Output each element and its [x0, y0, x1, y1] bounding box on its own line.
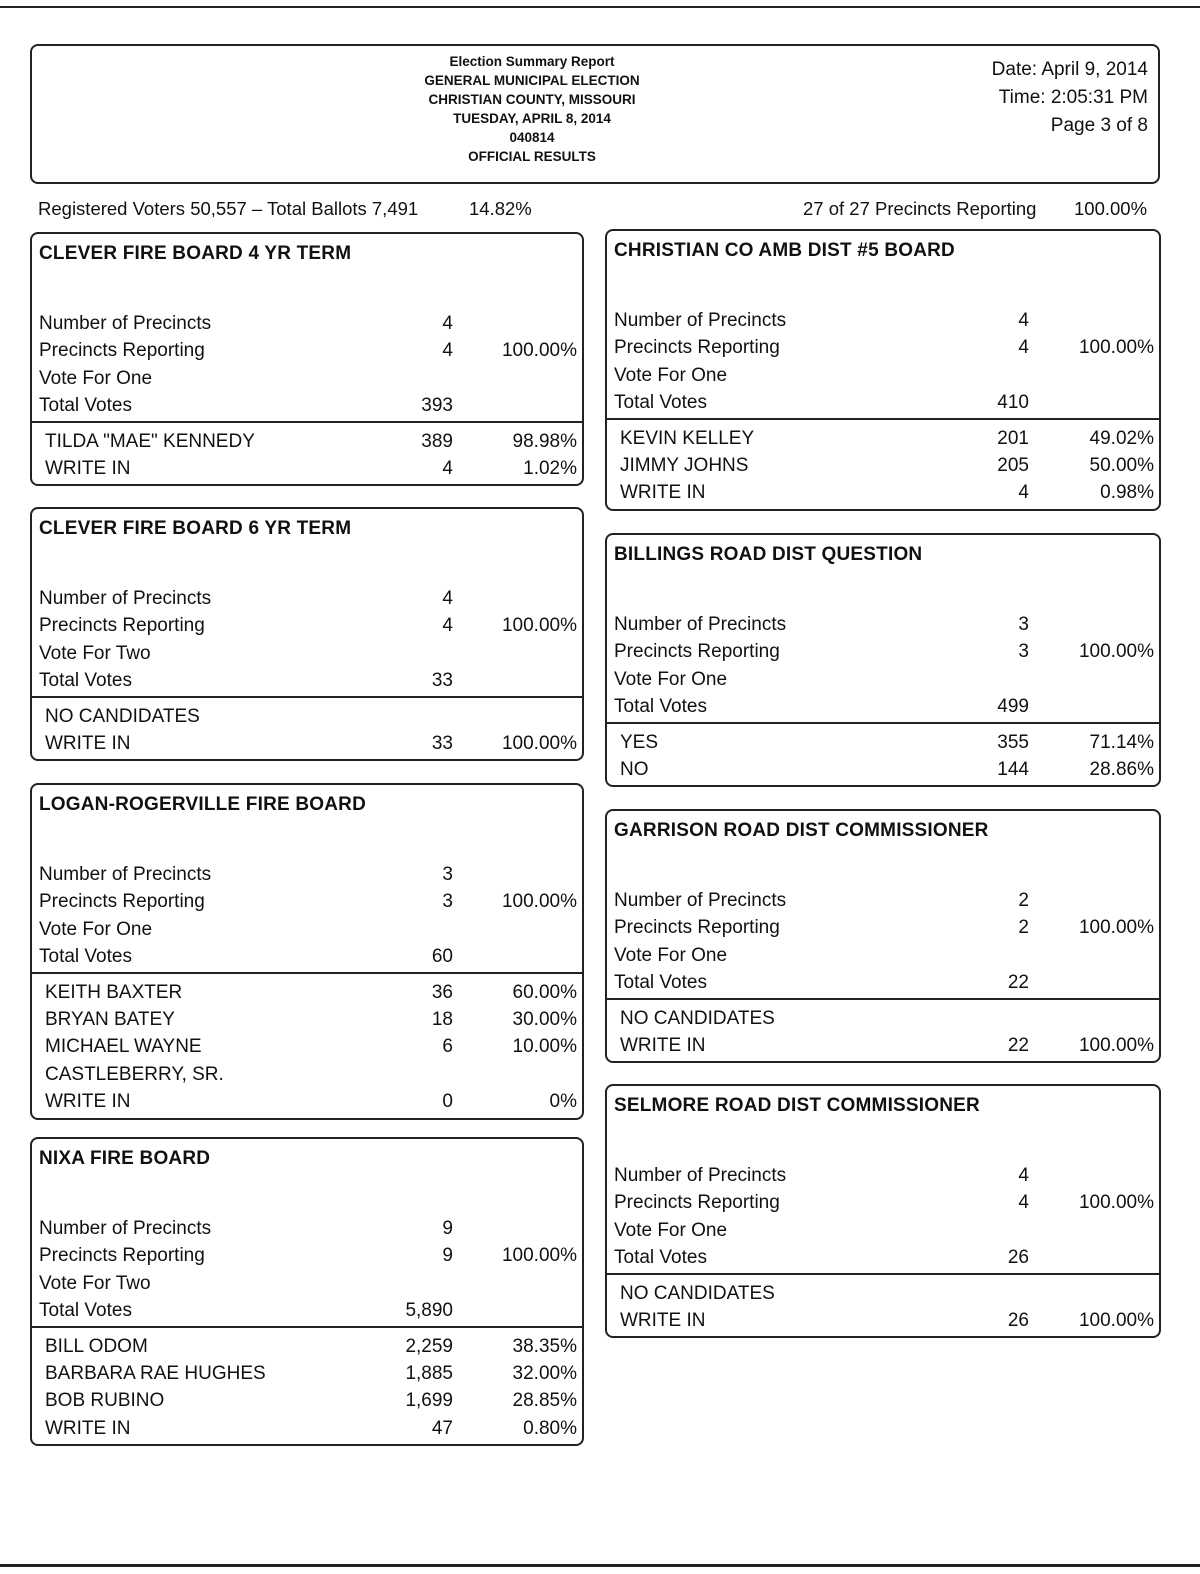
- number-of-precincts-row-label: Number of Precincts: [39, 313, 212, 334]
- total-votes-row: [607, 389, 1159, 416]
- number-of-precincts-row: [607, 307, 1159, 334]
- precincts-reporting-row-label: Precincts Reporting: [614, 1192, 780, 1214]
- vote-for-row-label: Vote For One: [39, 367, 153, 389]
- contest-title: CLEVER FIRE BOARD 4 YR TERM: [39, 243, 352, 264]
- candidate-row: [607, 1005, 1159, 1032]
- candidate-row-percent: 30.00%: [512, 1009, 577, 1030]
- total-votes-row: [607, 969, 1159, 996]
- candidate-row-label: NO: [620, 759, 649, 780]
- candidate-row: [32, 1415, 582, 1442]
- precincts-reporting-row-label: Precincts Reporting: [614, 337, 780, 359]
- vote-for-row-label: Vote For Two: [39, 1272, 151, 1294]
- candidate-row-percent: 10.00%: [512, 1036, 577, 1058]
- number-of-precincts-row: [32, 861, 582, 888]
- election-name: GENERAL MUNICIPAL ELECTION: [424, 73, 640, 88]
- precincts-reporting-row-percent: 100.00%: [501, 1245, 577, 1267]
- number-of-precincts-row: [32, 1215, 582, 1242]
- number-of-precincts-row-label: Number of Precincts: [39, 588, 212, 609]
- vote-for-row: [607, 666, 1159, 693]
- precincts-reporting-row: [32, 1242, 582, 1269]
- candidate-row-percent: 50.00%: [1089, 455, 1154, 476]
- candidate-row-label: YES: [620, 731, 659, 753]
- precincts-reporting-row-value: 3: [442, 891, 453, 913]
- candidate-row: [607, 729, 1159, 756]
- candidate-row-value: 144: [997, 759, 1029, 780]
- election-date: TUESDAY, APRIL 8, 2014: [453, 111, 611, 126]
- precincts-reporting-row-percent: 100.00%: [1078, 641, 1154, 663]
- vote-for-row-label: Vote For One: [614, 668, 728, 690]
- total-votes-row-value: 5,890: [405, 1300, 453, 1322]
- scan-edge-top: [0, 6, 1200, 8]
- vote-for-row: [32, 640, 582, 667]
- contest-box: [30, 507, 584, 761]
- candidate-row: [607, 1032, 1159, 1059]
- precincts-reporting-row: [32, 337, 582, 364]
- total-votes-row-label: Total Votes: [614, 972, 707, 994]
- number-of-precincts-row-label: Number of Precincts: [39, 864, 212, 885]
- candidate-row: [607, 479, 1159, 506]
- contest-box: [30, 232, 584, 486]
- vote-for-row-label: Vote For One: [614, 364, 728, 386]
- total-votes-row-label: Total Votes: [39, 670, 132, 692]
- candidate-row-percent: 60.00%: [512, 981, 577, 1003]
- number-of-precincts-row-label: Number of Precincts: [614, 890, 787, 911]
- precincts-reporting-row-value: 4: [442, 615, 453, 637]
- precincts-reporting-row-label: Precincts Reporting: [614, 917, 780, 939]
- county-name: CHRISTIAN COUNTY, MISSOURI: [428, 92, 636, 107]
- page-number: Page 3 of 8: [1050, 115, 1148, 136]
- contest-box: [30, 1137, 584, 1446]
- vote-for-row-label: Vote For Two: [39, 642, 151, 664]
- candidate-row-value: 0: [442, 1091, 453, 1113]
- report-title: Election Summary Report: [449, 54, 615, 69]
- total-votes-row: [32, 943, 582, 970]
- total-votes-row: [32, 1297, 582, 1324]
- candidate-row-label: NO CANDIDATES: [620, 1007, 775, 1029]
- contest-box: [605, 1084, 1161, 1338]
- results-divider: [607, 1273, 1159, 1275]
- vote-for-row: [32, 1270, 582, 1297]
- candidate-row-percent: 1.02%: [523, 458, 577, 479]
- precincts-reporting-row-value: 2: [1018, 917, 1029, 939]
- total-votes-row-label: Total Votes: [614, 392, 707, 414]
- candidate-row: [32, 428, 582, 455]
- candidate-row-value: 4: [442, 458, 453, 479]
- candidate-row-value: 1,885: [405, 1363, 453, 1384]
- candidate-row-percent: 100.00%: [1078, 1310, 1154, 1331]
- candidate-row-percent: 71.14%: [1089, 731, 1154, 753]
- candidate-row-value: 201: [997, 427, 1029, 449]
- candidate-row-label: BRYAN BATEY: [45, 1009, 175, 1030]
- number-of-precincts-row: [607, 1162, 1159, 1189]
- precincts-reporting-row: [32, 888, 582, 915]
- precincts-reporting-percent: 100.00%: [1074, 198, 1148, 219]
- contest-box: [30, 783, 584, 1120]
- candidate-row-value: 2,259: [405, 1335, 453, 1357]
- scan-edge-bottom: [0, 1564, 1200, 1567]
- candidate-row-label: JIMMY JOHNS: [620, 455, 749, 476]
- total-votes-row-label: Total Votes: [39, 946, 132, 968]
- candidate-row: [32, 1360, 582, 1387]
- candidate-row-value: 26: [1007, 1310, 1029, 1331]
- registered-voters-summary: Registered Voters 50,557 – Total Ballots 7,491: [38, 198, 419, 219]
- precincts-reporting-row-percent: 100.00%: [501, 615, 577, 637]
- precincts-reporting-row-value: 4: [1018, 1192, 1029, 1214]
- total-votes-row-value: 499: [997, 696, 1029, 718]
- candidate-row-label: KEVIN KELLEY: [620, 427, 755, 449]
- candidate-row: [32, 1061, 582, 1088]
- candidate-row: [32, 1387, 582, 1414]
- candidate-row: [32, 1006, 582, 1033]
- results-divider: [32, 972, 582, 974]
- candidate-row-percent: 38.35%: [512, 1335, 577, 1357]
- precincts-reporting-row: [607, 1189, 1159, 1216]
- total-votes-row-label: Total Votes: [39, 395, 132, 417]
- number-of-precincts-row-value: 3: [1018, 614, 1029, 635]
- number-of-precincts-row-label: Number of Precincts: [39, 1218, 212, 1239]
- candidate-row: [32, 703, 582, 730]
- precincts-reporting-row-label: Precincts Reporting: [39, 615, 205, 637]
- candidate-row-value: 18: [431, 1009, 453, 1030]
- candidate-row-label: WRITE IN: [45, 1417, 131, 1439]
- total-votes-row: [32, 392, 582, 419]
- results-divider: [607, 418, 1159, 420]
- number-of-precincts-row-label: Number of Precincts: [614, 310, 787, 331]
- candidate-row-percent: 28.86%: [1089, 759, 1154, 780]
- candidate-row-percent: 0.80%: [523, 1417, 577, 1439]
- number-of-precincts-row: [32, 585, 582, 612]
- candidate-row-value: 36: [431, 981, 453, 1003]
- total-votes-row-value: 393: [421, 395, 453, 417]
- candidate-row: [607, 756, 1159, 783]
- vote-for-row-label: Vote For One: [614, 1219, 728, 1241]
- precincts-reporting-row: [607, 638, 1159, 665]
- precincts-reporting-row-percent: 100.00%: [1078, 337, 1154, 359]
- vote-for-row: [32, 916, 582, 943]
- candidate-row-label: NO CANDIDATES: [620, 1282, 775, 1304]
- results-divider: [32, 696, 582, 698]
- candidate-row: [607, 425, 1159, 452]
- candidate-row-value: 47: [431, 1417, 453, 1439]
- contest-title: GARRISON ROAD DIST COMMISSIONER: [614, 820, 989, 841]
- results-divider: [607, 998, 1159, 1000]
- results-status: OFFICIAL RESULTS: [468, 149, 596, 164]
- number-of-precincts-row-value: 3: [442, 864, 453, 885]
- total-votes-row: [607, 1244, 1159, 1271]
- turnout-percent: 14.82%: [469, 198, 532, 219]
- contest-title: BILLINGS ROAD DIST QUESTION: [614, 544, 923, 565]
- precincts-reporting-row-percent: 100.00%: [1078, 917, 1154, 939]
- precincts-reporting-row-label: Precincts Reporting: [39, 1245, 205, 1267]
- report-header: [30, 44, 1160, 184]
- candidate-row-label: CASTLEBERRY, SR.: [45, 1063, 224, 1085]
- election-code: 040814: [509, 130, 555, 145]
- candidate-row: [32, 1088, 582, 1115]
- number-of-precincts-row-value: 4: [442, 313, 453, 334]
- candidate-row-value: 4: [1018, 482, 1029, 504]
- candidate-row-value: 33: [431, 733, 453, 754]
- results-divider: [32, 421, 582, 423]
- number-of-precincts-row-value: 2: [1018, 890, 1029, 911]
- number-of-precincts-row-label: Number of Precincts: [614, 614, 787, 635]
- candidate-row: [607, 1307, 1159, 1334]
- contest-title: SELMORE ROAD DIST COMMISSIONER: [614, 1095, 980, 1116]
- report-date: Date: April 9, 2014: [991, 59, 1148, 80]
- report-time: Time: 2:05:31 PM: [998, 87, 1148, 108]
- candidate-row-label: BILL ODOM: [45, 1335, 148, 1357]
- vote-for-row: [607, 362, 1159, 389]
- precincts-reporting-row-percent: 100.00%: [501, 340, 577, 362]
- total-votes-row-value: 22: [1007, 972, 1029, 994]
- number-of-precincts-row-value: 4: [1018, 1165, 1029, 1186]
- candidate-row-label: BARBARA RAE HUGHES: [45, 1363, 266, 1384]
- total-votes-row-label: Total Votes: [39, 1300, 132, 1322]
- total-votes-row-label: Total Votes: [614, 1247, 707, 1269]
- contest-box: [605, 809, 1161, 1063]
- number-of-precincts-row-value: 4: [1018, 310, 1029, 331]
- candidate-row: [32, 979, 582, 1006]
- candidate-row-label: WRITE IN: [620, 482, 706, 504]
- candidate-row-value: 22: [1007, 1035, 1029, 1056]
- precincts-reporting-summary: 27 of 27 Precincts Reporting: [803, 198, 1037, 219]
- candidate-row-value: 205: [997, 455, 1029, 476]
- results-divider: [32, 1326, 582, 1328]
- number-of-precincts-row-label: Number of Precincts: [614, 1165, 787, 1186]
- candidate-row-percent: 0%: [549, 1091, 577, 1113]
- number-of-precincts-row-value: 9: [442, 1218, 453, 1239]
- candidate-row: [607, 1280, 1159, 1307]
- candidate-row: [32, 1033, 582, 1060]
- total-votes-row-value: 410: [997, 392, 1029, 414]
- candidate-row-label: WRITE IN: [45, 458, 131, 479]
- candidate-row: [32, 730, 582, 757]
- number-of-precincts-row: [32, 310, 582, 337]
- candidate-row: [607, 452, 1159, 479]
- results-divider: [607, 722, 1159, 724]
- candidate-row-percent: 100.00%: [1078, 1035, 1154, 1056]
- number-of-precincts-row: [607, 887, 1159, 914]
- contest-box: [605, 533, 1161, 787]
- candidate-row-percent: 32.00%: [512, 1363, 577, 1384]
- precincts-reporting-row-percent: 100.00%: [501, 891, 577, 913]
- precincts-reporting-row: [32, 612, 582, 639]
- precincts-reporting-row-value: 9: [442, 1245, 453, 1267]
- contest-box: [605, 229, 1161, 511]
- precincts-reporting-row-label: Precincts Reporting: [614, 641, 780, 663]
- total-votes-row-value: 33: [431, 670, 453, 692]
- contest-title: NIXA FIRE BOARD: [39, 1148, 211, 1169]
- candidate-row: [32, 1333, 582, 1360]
- precincts-reporting-row-percent: 100.00%: [1078, 1192, 1154, 1214]
- precincts-reporting-row-label: Precincts Reporting: [39, 891, 205, 913]
- candidate-row-value: 389: [421, 430, 453, 452]
- candidate-row-label: WRITE IN: [45, 1091, 131, 1113]
- vote-for-row: [607, 1217, 1159, 1244]
- total-votes-row: [607, 693, 1159, 720]
- total-votes-row-value: 60: [431, 946, 453, 968]
- precincts-reporting-row-value: 4: [442, 340, 453, 362]
- precincts-reporting-row: [607, 914, 1159, 941]
- candidate-row-label: WRITE IN: [45, 733, 131, 754]
- candidate-row-label: NO CANDIDATES: [45, 705, 200, 727]
- precincts-reporting-row-value: 3: [1018, 641, 1029, 663]
- number-of-precincts-row: [607, 611, 1159, 638]
- vote-for-row: [607, 942, 1159, 969]
- precincts-reporting-row-value: 4: [1018, 337, 1029, 359]
- report-meta: [992, 56, 1148, 140]
- candidate-row-label: BOB RUBINO: [45, 1390, 165, 1412]
- candidate-row-label: WRITE IN: [620, 1310, 706, 1331]
- vote-for-row-label: Vote For One: [614, 944, 728, 966]
- contest-title: CLEVER FIRE BOARD 6 YR TERM: [39, 518, 352, 539]
- candidate-row-percent: 0.98%: [1100, 482, 1154, 504]
- total-votes-row-value: 26: [1007, 1247, 1029, 1269]
- candidate-row-label: TILDA "MAE" KENNEDY: [45, 430, 255, 452]
- candidate-row-percent: 98.98%: [512, 430, 577, 452]
- candidate-row-label: KEITH BAXTER: [45, 981, 183, 1003]
- number-of-precincts-row-value: 4: [442, 588, 453, 609]
- total-votes-row: [32, 667, 582, 694]
- candidate-row: [32, 455, 582, 482]
- vote-for-row-label: Vote For One: [39, 918, 153, 940]
- candidate-row-percent: 28.85%: [512, 1390, 577, 1412]
- candidate-row-value: 6: [442, 1036, 453, 1058]
- total-votes-row-label: Total Votes: [614, 696, 707, 718]
- candidate-row-value: 1,699: [405, 1390, 453, 1412]
- candidate-row-label: WRITE IN: [620, 1035, 706, 1056]
- report-title-block: [332, 52, 732, 166]
- candidate-row-value: 355: [997, 731, 1029, 753]
- candidate-row-percent: 100.00%: [501, 733, 577, 754]
- candidate-row-label: MICHAEL WAYNE: [45, 1036, 202, 1058]
- vote-for-row: [32, 365, 582, 392]
- precincts-reporting-row-label: Precincts Reporting: [39, 340, 205, 362]
- contest-title: CHRISTIAN CO AMB DIST #5 BOARD: [614, 240, 955, 261]
- precincts-reporting-row: [607, 334, 1159, 361]
- contest-title: LOGAN-ROGERVILLE FIRE BOARD: [39, 794, 366, 815]
- candidate-row-percent: 49.02%: [1089, 427, 1154, 449]
